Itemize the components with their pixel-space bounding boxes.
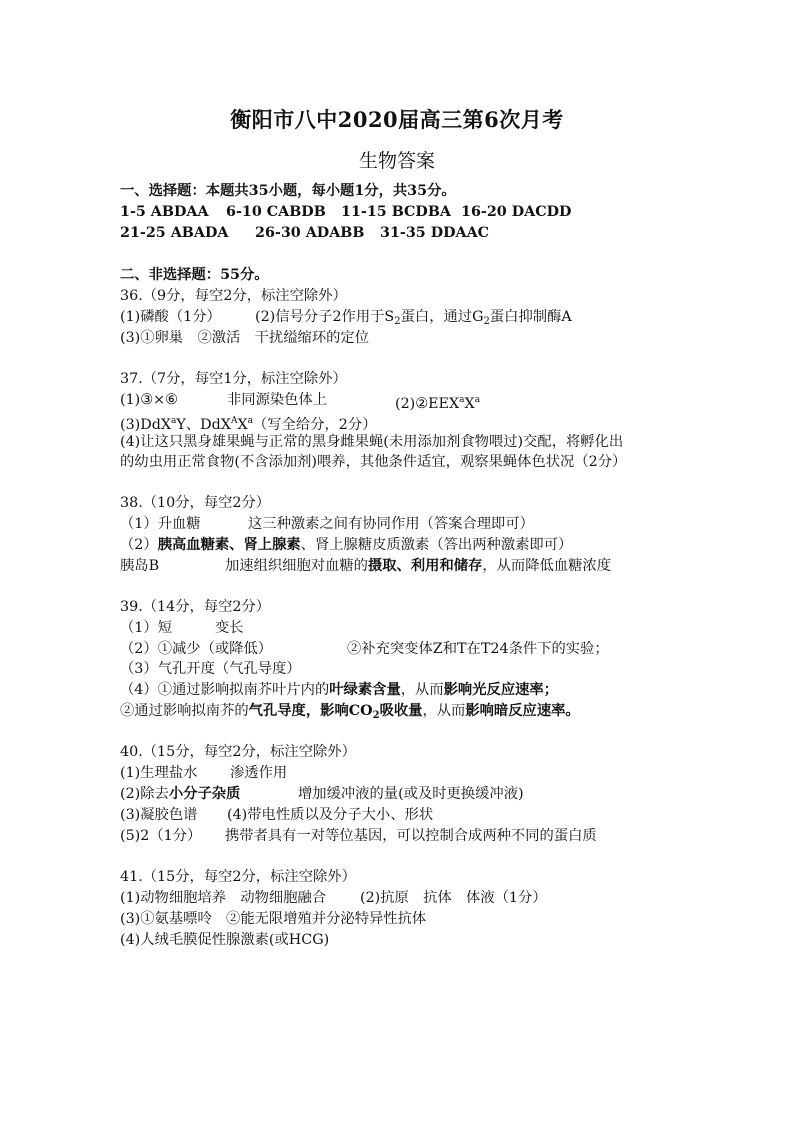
q38-line-2: （2）胰高血糖素、肾上腺素、肾上腺糖皮质激素（答出两种激素即可） xyxy=(120,537,573,553)
q41-header: 41.（15分，每空2分，标注空除外） xyxy=(120,869,356,885)
q40-line-1: (1)生理盐水 渗透作用 xyxy=(120,765,288,781)
document-title: 衡阳市八中2020届高三第6次月考 xyxy=(230,107,564,132)
choice-group: 31-35 DDAAC xyxy=(380,225,490,241)
q39-line-5: ②通过影响拟南芥的气孔导度，影响$CO_2$吸收量，从而影响暗反应速率。 xyxy=(120,703,580,721)
q37-answer-2: $(2)②EEX^aX^a$ xyxy=(395,395,481,412)
q39-line-4: （4）①通过影响拟南芥叶片内的叶绿素含量，从而影响光反应速率； xyxy=(120,682,559,698)
q38-header: 38.（10分，每空2分） xyxy=(120,495,271,511)
q38-line-3: 胰岛B 加速组织细胞对血糖的摄取、利用和储存，从而降低血糖浓度 xyxy=(120,558,612,574)
choice-group: 6-10 CABDB xyxy=(226,204,326,220)
q36-line-1 xyxy=(120,307,572,327)
q41-line-1: (1)动物细胞培养 动物细胞融合 (2)抗原 抗体 体液（1分） xyxy=(120,890,547,906)
q40-line-2: (2)除去小分子杂质 增加缓冲液的量(或及时更换缓冲液) xyxy=(120,786,524,802)
q36-answer-2: (2)信号分子2作用于$S_2$蛋白，通过$G_2$蛋白抑制酶A xyxy=(255,309,572,327)
q37-header: 37.（7分，每空1分，标注空除外） xyxy=(120,371,347,387)
section2-header: 二、非选择题：55分。 xyxy=(120,267,269,283)
q36-answer-1: (1)磷酸（1分） xyxy=(120,309,221,325)
q41-line-2: (3)①氨基嘌呤 ②能无限增殖并分泌特异性抗体 xyxy=(120,911,427,927)
q41-line-3: (4)人绒毛膜促性腺激素(或HCG) xyxy=(120,932,330,948)
choice-answers-row-2 xyxy=(120,223,490,243)
choice-group: 11-15 BCDBA xyxy=(341,204,452,220)
q40-line-3: (3)凝胶色谱 (4)带电性质以及分子大小、形状 xyxy=(120,807,434,823)
choice-group: 1-5 ABDAA xyxy=(120,204,209,220)
document-subtitle: 生物答案 xyxy=(358,150,435,172)
q38-line-1: （1）升血糖 这三种激素之间有协同作用（答案合理即可） xyxy=(120,516,534,532)
q37-line-1 xyxy=(120,390,481,412)
choice-group: 16-20 DACDD xyxy=(461,204,572,220)
choice-group: 26-30 ADABB xyxy=(255,225,365,241)
q40-header: 40.（15分，每空2分，标注空除外） xyxy=(120,744,356,760)
q37-answer-1: (1)③×⑥ xyxy=(120,392,178,408)
q37-line-2: (3)DdX$^a$Y、$DdX^AX^a$（写全给分，2分） xyxy=(120,416,377,433)
q37-line-4: 的幼虫用正常食物(不含添加剂)喂养，其他条件适宜，观察果蝇体色状况（2分） xyxy=(120,454,627,470)
q39-line-2: （2）①减少（或降低） ②补充突变体Z和T在T24条件下的实验； xyxy=(120,641,609,657)
q40-line-4: (5)2（1分） 携带者具有一对等位基因，可以控制合成两种不同的蛋白质 xyxy=(120,828,597,844)
choice-answers-row-1 xyxy=(120,202,572,222)
q39-line-3: （3）气孔开度（气孔导度） xyxy=(120,661,301,677)
section1-header: 一、选择题：本题共35小题，每小题1分，共35分。 xyxy=(120,183,456,199)
q37-line-3: (4)让这只黑身雄果蝇与正常的黑身雌果蝇(未用添加剂食物喂过)交配，将孵化出 xyxy=(120,434,624,450)
q36-line-2: (3)①卵巢 ②激活 干扰缢缩环的定位 xyxy=(120,330,369,346)
q36-header: 36.（9分，每空2分，标注空除外） xyxy=(120,288,347,304)
choice-group: 21-25 ABADA xyxy=(120,225,229,241)
q39-header: 39.（14分，每空2分） xyxy=(120,599,271,615)
q39-line-1: （1）短 变长 xyxy=(120,620,244,636)
q37-answer-1b: 非同源染色体上 xyxy=(227,392,328,408)
